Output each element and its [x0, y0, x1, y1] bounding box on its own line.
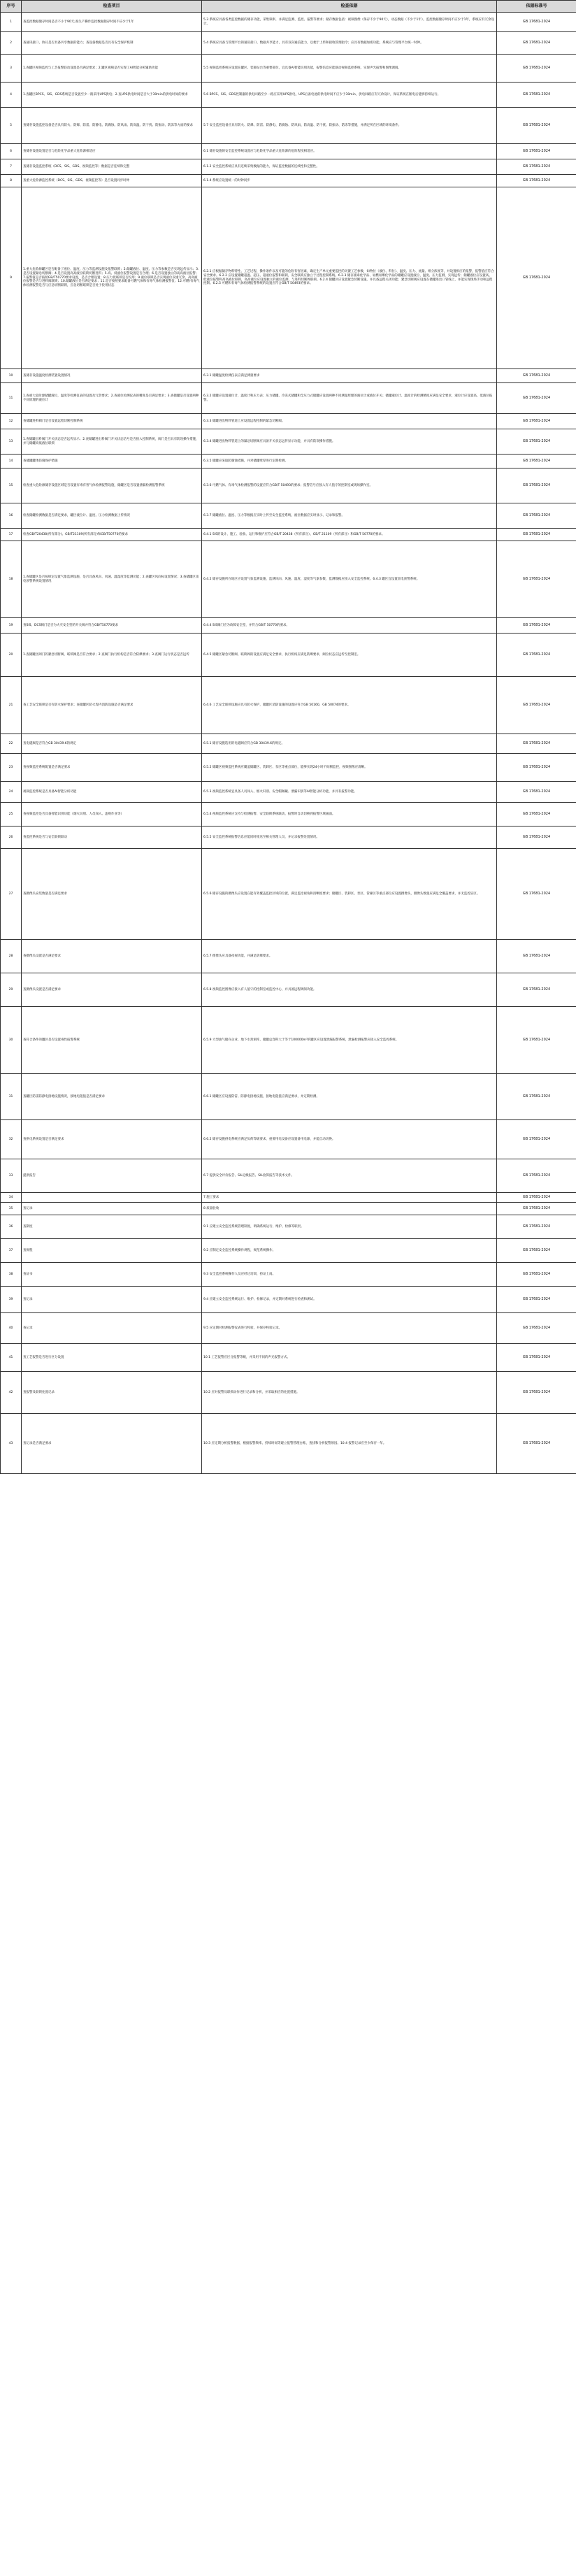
row-basis: 6.5.7 摄像头应具备夜视功能，并满足防爆要求。	[202, 940, 497, 973]
row-basis: 6.4.2 储存设施所在地区应设置气象监测设施，监测风向、风速、温度、湿度等气象参数，监测数据应接入安全监控系统。6.4.3 罐区宜设置雷电预警系统。	[202, 541, 497, 618]
row-standard: GB 17681-2024	[497, 187, 576, 369]
row-standard: GB 17681-2024	[497, 1239, 576, 1263]
row-no: 38	[1, 1263, 22, 1287]
row-basis: 6.3.4 储罐进出物料管道上的紧急切断阀应具备开关状态远传显示功能，并具有防误操作措施。	[202, 429, 497, 455]
row-standard: GB 17681-2024	[497, 677, 576, 734]
table-row	[1, 13, 576, 32]
table-row	[1, 1372, 576, 1414]
row-basis: 10.2 应对报警及联锁动作进行记录和分析，并采取相应的处置措施。	[202, 1372, 497, 1414]
row-item: 1.查储罐区阀门的紧急切断阀、联锁阀是否符合要求；2.查阀门执行机构是否符合防爆要求；3.查阀门运行状态是否远传	[22, 634, 202, 677]
row-item: 查电磁阀是否符合GB 30439.6的规定	[22, 734, 202, 754]
header-standard: 依据标准号	[497, 1, 576, 13]
row-item: 提供报告	[22, 1159, 202, 1193]
table-row	[1, 1120, 576, 1159]
row-standard: GB 17681-2024	[497, 175, 576, 187]
row-basis: 6.4.6 工艺安全联锁设施应具有防火保护，储罐区消防设施的设置应符合GB 50160、GB 50074的要求。	[202, 677, 497, 734]
row-item: 查重大危险源监控系统（DCS、SIS、GDS、视频监控等）是否设置同步时钟	[22, 175, 202, 187]
table-row	[1, 529, 576, 541]
row-item: 查规程	[22, 1239, 202, 1263]
table-row	[1, 383, 576, 414]
row-basis: 6.2.1 应根据储存物料特性、工艺过程、操作条件以及可能的危险有害因素，确定生产单元重要监控的关键工艺参数，如物位（液位、料位）、温度、压力、流量、组分浓度等，并设置相应的报警，报警值应符合安全要求。6.2.2 应设置储罐超温、超压、超液位报警和联锁，安全联锁应独立于过程控制系统。6.2.3 储存剧毒化学品、易燃易爆化学品的储罐应设置液位、温度、压力监测，实现远传；储罐液位应设置高、低液位报警和高高液位联锁，高高液位应设置独立的液位监测，与进料切断阀联锁。6.2.4 储罐区应设置紧急切断设施，并具备远程关闭功能；紧急切断阀应设置在储罐进出口管线上，并能实现现场手动和远程控制。6.2.5 可燃和有毒气体检测报警系统的设置应符合GB/T 50493的要求。	[202, 187, 497, 369]
row-no: 34	[1, 1193, 22, 1203]
table-row	[1, 429, 576, 455]
row-item: 查SIS、DCS阀门是否为火灾安全型的开关阀并符合GB/T50770要求	[22, 618, 202, 634]
table-row	[1, 1263, 576, 1287]
row-standard: GB 17681-2024	[497, 754, 576, 782]
row-basis: 5.4 系统应具备与管理平台的通讯接口、数据共享能力，具有双向通信能力，以便于上传和接收管理指令；应具有数据加密功能，系统应与管理平台统一时钟。	[202, 32, 497, 55]
row-no: 18	[1, 541, 22, 618]
table-row	[1, 754, 576, 782]
row-basis: 9.3 安全监控系统操作人员应经过培训，持证上岗。	[202, 1263, 497, 1287]
row-basis: 6.5.3 视频监控系统宜具备人员闯入、烟火识别、安全帽佩戴、泄漏识别等AI智能分析功能，并具有报警功能。	[202, 782, 497, 803]
row-no: 1	[1, 13, 22, 32]
row-item: 查储罐进料阀门是否设置远程切断控制系统	[22, 414, 202, 429]
row-basis: 5.7 安全监控设备应具有防火、防爆、防雷、防静电、防腐蚀、防风雨、防高温、防干扰、防振动、防冻等措施，并满足所在区域的环境条件。	[202, 108, 497, 144]
row-no: 33	[1, 1159, 22, 1193]
row-standard: GB 17681-2024	[497, 1344, 576, 1372]
table-row	[1, 108, 576, 144]
row-item: 检查GB/T20438(所有部分)、GB/T21109(所有部分)和GB/T50770的要求	[22, 529, 202, 541]
row-no: 19	[1, 618, 22, 634]
row-standard: GB 17681-2024	[497, 503, 576, 529]
row-no: 28	[1, 940, 22, 973]
row-standard: GB 17681-2024	[497, 468, 576, 503]
row-basis: 6.1.2 安全监控系统应具有连续采集数据的能力，保证监控数据的连续性和完整性。	[202, 159, 497, 175]
row-standard: GB 17681-2024	[497, 32, 576, 55]
row-no: 26	[1, 827, 22, 849]
row-item: 检查储罐检测数据是否满足要求，罐区液位计、温度、压力检测数据上传情况	[22, 503, 202, 529]
row-standard: GB 17681-2024	[497, 455, 576, 468]
table-row	[1, 1203, 576, 1215]
table-row	[1, 734, 576, 754]
table-row	[1, 159, 576, 175]
row-no: 8	[1, 175, 22, 187]
row-standard: GB 17681-2024	[497, 1007, 576, 1074]
row-basis: 6.5.1 储存设施选用的电磁阀应符合GB 30439.6的规定。	[202, 734, 497, 754]
row-basis: 6.3.5 储罐应采取防腐蚀措施，并对储罐壁厚进行定期检测。	[202, 455, 497, 468]
table-row	[1, 1344, 576, 1372]
table-row	[1, 455, 576, 468]
row-item: 查储存设施设置是否与危险化学品重大危险源相适应	[22, 144, 202, 159]
row-item: 查工艺报警是否进行区分设置	[22, 1344, 202, 1372]
row-standard: GB 17681-2024	[497, 414, 576, 429]
row-item: 查摄像头设置是否满足要求	[22, 940, 202, 973]
row-no: 36	[1, 1215, 22, 1239]
table-row	[1, 634, 576, 677]
row-standard: GB 17681-2024	[497, 369, 576, 383]
row-item: 查视频监控系统配置是否满足要求	[22, 754, 202, 782]
row-basis: 6.3.2 储罐应设置液位计，温度计和压力表；压力储罐、冷冻式储罐和全压力式储罐应设置两种不同测量原理的液位计或液位开关；储罐液位计、温度计的检测精度应满足安全要求，液位计应设置高、低液位报警。	[202, 383, 497, 414]
row-basis: 5.5 视频监控系统应设置在罐区、装卸站台等重要部位，宜具备AI智能识别功能，报警信息应能联动视频监控系统，实现声光报警和图像调阅。	[202, 55, 497, 83]
row-basis: 6.1.4 系统应设置统一的时钟同步	[202, 175, 497, 187]
row-basis: 6.5.6 储存设施的摄像头应设置在能有效覆盖监控区域的位置，满足监控视角和清晰度要求；储罐区、装卸区、泵区、管廊区等重点部位应设置摄像头，摄像头数量应满足全覆盖要求，并无监控盲区。	[202, 849, 497, 940]
row-standard: GB 17681-2024	[497, 1313, 576, 1344]
table-row	[1, 618, 576, 634]
header-basis: 检查依据	[202, 1, 497, 13]
table-row	[1, 1193, 576, 1203]
row-item: 查通讯接口，协议是否具备共享数据的能力；查设备数据是否具有安全保护机制	[22, 32, 202, 55]
row-standard: GB 17681-2024	[497, 734, 576, 754]
row-item: 1.查罐区BPCS、SIS、GDS系统是否设置至少一路采用UPS供电；2.查UPS供电时间是否大于30min的供电时间的要求	[22, 83, 202, 108]
row-standard: GB 17681-2024	[497, 541, 576, 618]
row-basis: 10.3 应定期分析报警数据，根据报警频率、持续时间等建立报警管理台账，查找和分析报警原因。10.4 报警记录应至少保存一年。	[202, 1414, 497, 1474]
row-basis: 9.5 应定期对检测报警仪表进行校验，并保存校验记录。	[202, 1313, 497, 1344]
row-no: 42	[1, 1372, 22, 1414]
row-no: 12	[1, 414, 22, 429]
row-standard: GB 17681-2024	[497, 782, 576, 803]
row-standard: GB 17681-2024	[497, 1159, 576, 1193]
row-no: 35	[1, 1203, 22, 1215]
row-basis: 6.7 提供安全评价报告、SIL定级报告、SIL验算报告等技术文件。	[202, 1159, 497, 1193]
table-row	[1, 1007, 576, 1074]
table-row	[1, 1414, 576, 1474]
row-item: 1.查储罐区是否按规定设置气象监测设施，是否具备风向、风速、温湿度等监测功能；2.查罐区风向标设置情况；3.查储罐区雷电预警系统设置情况	[22, 541, 202, 618]
row-item: 查记录	[22, 1313, 202, 1344]
row-basis: 6.5.4 视频监控系统应支持与检测报警、安全联锁系统联动，报警时自动切换到报警区域画面。	[202, 803, 497, 827]
row-no: 14	[1, 455, 22, 468]
row-standard: GB 17681-2024	[497, 1287, 576, 1313]
row-item: 查储存设施监控设备是否具有防火、防爆、防雷、防静电、防腐蚀、防风雨、防高温、防干扰、防振动、防冻等方面的要求	[22, 108, 202, 144]
row-item: 查工艺安全联锁是否有防火保护要求；查储罐区防火堤内消防设施是否满足要求	[22, 677, 202, 734]
row-standard: GB 17681-2024	[497, 618, 576, 634]
table-row	[1, 803, 576, 827]
row-no: 2	[1, 32, 22, 55]
table-row	[1, 468, 576, 503]
row-basis: 6.5.2 储罐区视频监控系统应覆盖储罐区、装卸区、泵区等重点部位，能够实现24小时不间断监控，视频图像应清晰。	[202, 754, 497, 782]
row-item: 查储罐罐体防腐保护措施	[22, 455, 202, 468]
row-basis: 5.3 系统应具备各类监控数据的储存功能，采集频率，并满足监测、监控、报警等要求；储存数据包括：视频图像（保存不少于90天），动态数据（不少于1年）。监控数据储存时间不应少于1年，系统应有冗余设计。	[202, 13, 497, 32]
row-standard: GB 17681-2024	[497, 1215, 576, 1239]
row-standard: GB 17681-2024	[497, 849, 576, 940]
row-item: 查监控数据储存时间是否不小于90天;查生产操作监控数据储存时间不应少于1年	[22, 13, 202, 32]
row-standard: GB 17681-2024	[497, 1263, 576, 1287]
row-no: 43	[1, 1414, 22, 1474]
row-no: 15	[1, 468, 22, 503]
row-standard: GB 17681-2024	[497, 108, 576, 144]
row-standard: GB 17681-2024	[497, 973, 576, 1007]
row-standard: GB 17681-2024	[497, 383, 576, 414]
row-basis: 10.1 工艺报警应区分报警等级，并采用不同的声光报警方式。	[202, 1344, 497, 1372]
row-standard: GB 17681-2024	[497, 1372, 576, 1414]
header-item: 检查项目	[22, 1, 202, 13]
header-no: 序号	[1, 1, 22, 13]
row-item: 查报警及联锁处置记录	[22, 1372, 202, 1414]
row-no: 4	[1, 83, 22, 108]
row-standard: GB 17681-2024	[497, 529, 576, 541]
row-basis: 6.4.1 SIS的设计、施工、验收、运行和维护应符合GB/T 20438（所有部分）、GB/T 21109（所有部分）和GB/T 50770的要求。	[202, 529, 497, 541]
row-no: 23	[1, 754, 22, 782]
table-row	[1, 414, 576, 429]
row-basis: 6.5.9 大型油气储存企业、地下水封洞库、储罐总容积大于等于100000m³的罐区应设置泄漏报警系统，泄漏检测报警应接入安全监控系统。	[202, 1007, 497, 1074]
table-row	[1, 782, 576, 803]
row-item: 1.查罐区视频监控与工艺报警联动设置是否满足要求；2.罐区视频是否实现了AI智能分析辅助功能	[22, 55, 202, 83]
row-basis: 5.6 BPCS、SIS、GDS控制器的供电回路至少一路应采用UPS供电，UPS后备电池的供电时间不应少于30min，供电回路应有冗余设计，保证系统在断电后能够持续运行。	[202, 83, 497, 108]
row-item: 查摄像头设置是否满足要求	[22, 973, 202, 1007]
row-item: 查罐区防雷防静电接地设施情况，接地电阻值是否满足要求	[22, 1074, 202, 1120]
row-item: 查摄像头安装数量是否满足要求	[22, 849, 202, 940]
table-row	[1, 1159, 576, 1193]
row-no: 30	[1, 1007, 22, 1074]
row-no: 39	[1, 1287, 22, 1313]
row-no: 25	[1, 803, 22, 827]
row-basis: 6.3.1 储罐温度检测仪表应满足测量要求	[202, 369, 497, 383]
row-item: 查记录	[22, 1203, 202, 1215]
table-row	[1, 940, 576, 973]
table-header-row	[1, 1, 576, 13]
row-item: 查供电系统设置是否满足要求	[22, 1120, 202, 1159]
table-row	[1, 187, 576, 369]
row-item: 检查重大危险源储存设施区域是否设置有毒有害气体检测报警设施，储罐区是否设置泄漏检测报警系统	[22, 468, 202, 503]
table-row	[1, 175, 576, 187]
row-no: 9	[1, 187, 22, 369]
table-row	[1, 541, 576, 618]
row-standard: GB 17681-2024	[497, 827, 576, 849]
row-item: 1.重大危险源罐区是否配备了液位、温度、压力等监测设施及报警联锁；2.储罐液位、温度、压力等参数是否实现远传显示；3.是否设置紧急切断阀；4.是否设置高高液位联锁切断进料；5.高、低液位报警设置是否合理；6.是否设置独立的高高液位报警；7.报警值是否按照GB/T50770要求设置，是否合理设置；8.压力低联锁是否投用；9.液位联锁是否实现液位双重冗余，高高液位报警是否与进料阀联锁；10.储罐液位是否满足要求；11.是否按照要求配备可燃气体和有毒气体检测报警仪；12.可燃/有毒气体检测报警是否与应急切断联锁，应急切断联锁是否处于投用状态	[22, 187, 202, 369]
row-basis: 6.6.2 储存设施供电系统应满足负荷等级要求，重要用电设备应设置备用电源，并能自动切换。	[202, 1120, 497, 1159]
row-standard: GB 17681-2024	[497, 1074, 576, 1120]
row-standard: GB 17681-2024	[497, 13, 576, 32]
row-no: 32	[1, 1120, 22, 1159]
row-no: 41	[1, 1344, 22, 1372]
row-item: 查储存设施温度检测装置设置情况	[22, 369, 202, 383]
table-row	[1, 144, 576, 159]
row-standard: GB 17681-2024	[497, 803, 576, 827]
row-no: 6	[1, 144, 22, 159]
row-item: 查制度	[22, 1215, 202, 1239]
row-basis: 6.4.4 SIS阀门应为故障安全型，并符合GB/T 50770的要求。	[202, 618, 497, 634]
row-item: 查监控系统是否与安全联锁联动	[22, 827, 202, 849]
row-basis: 9.2 应制定安全监控系统操作规程，规范系统操作。	[202, 1239, 497, 1263]
row-no: 11	[1, 383, 22, 414]
table-row	[1, 1287, 576, 1313]
row-no: 29	[1, 973, 22, 1007]
row-no: 22	[1, 734, 22, 754]
table-row	[1, 677, 576, 734]
row-item: 查记录	[22, 1287, 202, 1313]
row-no: 37	[1, 1239, 22, 1263]
row-standard: GB 17681-2024	[497, 55, 576, 83]
row-standard: GB 17681-2024	[497, 634, 576, 677]
row-basis: 7 施工要求	[202, 1193, 497, 1203]
row-item: 视频监控系统是否具备AI智能分析功能	[22, 782, 202, 803]
row-no: 21	[1, 677, 22, 734]
table-row	[1, 55, 576, 83]
row-standard: GB 17681-2024	[497, 1203, 576, 1215]
row-item: 查储存设施监控系统（DCS、SIS、GDS、视频监控等）数据是否连续和完整	[22, 159, 202, 175]
row-item: 查视频监控是否具备智能识别功能（烟火识别、人员闯入、违规作业等）	[22, 803, 202, 827]
table-row	[1, 1215, 576, 1239]
row-no: 40	[1, 1313, 22, 1344]
row-standard: GB 17681-2024	[497, 940, 576, 973]
row-basis: 6.3.3 储罐进出物料管道上应设置远程控制的紧急切断阀。	[202, 414, 497, 429]
row-standard: GB 17681-2024	[497, 1120, 576, 1159]
row-item: 查符合条件的罐区是否设置毒性报警系统	[22, 1007, 202, 1074]
row-basis: 9.1 应建立安全监控系统管理制度，明确系统运行、维护、检修等职责。	[202, 1215, 497, 1239]
row-no: 7	[1, 159, 22, 175]
row-no: 3	[1, 55, 22, 83]
row-basis: 6.3.6 可燃气体、有毒气体检测报警的设置应符合GB/T 50493的要求；报警信号应接入有人值守的控制室或现场操作室。	[202, 468, 497, 503]
row-basis: 6.1 储存设施的安全监控系统设置应与危险化学品重大危险源的危险程度相适应。	[202, 144, 497, 159]
table-row	[1, 849, 576, 940]
row-item: 1.查储罐出料阀门开关状态是否远传显示；2.查储罐进出料阀门开关状态信号是否接入控制系统，阀门是否具有防误操作措施，并与储罐高低液位联锁	[22, 429, 202, 455]
row-standard: GB 17681-2024	[497, 83, 576, 108]
table-row	[1, 1074, 576, 1120]
row-basis: 6.3.7 储罐液位、温度、压力等数据应实时上传至安全监控系统，液位数据应实时显示、记录和报警。	[202, 503, 497, 529]
row-basis: 6.4.5 储罐区紧急切断阀、联锁阀的设置应满足安全要求，执行机构应满足防爆要求，阀位状态应远传至控制室。	[202, 634, 497, 677]
table-row	[1, 32, 576, 55]
table-row	[1, 973, 576, 1007]
row-item: 1.查重大危险源储罐液位，温度等检测仪表的设置及冗余要求；2.查液位检测仪表的精度是否满足要求；3.查储罐是否设置两种不同原理的液位计	[22, 383, 202, 414]
row-no: 13	[1, 429, 22, 455]
row-standard: GB 17681-2024	[497, 1193, 576, 1203]
table-row	[1, 1313, 576, 1344]
row-no: 16	[1, 503, 22, 529]
row-basis: 8 质量验收	[202, 1203, 497, 1215]
row-no: 24	[1, 782, 22, 803]
row-basis: 9.4 应建立安全监控系统运行、维护、检修记录，并定期对系统进行检查和测试。	[202, 1287, 497, 1313]
row-item: 查记录是否满足要求	[22, 1414, 202, 1474]
row-no: 17	[1, 529, 22, 541]
row-no: 31	[1, 1074, 22, 1120]
row-basis: 6.6.1 储罐区应设置防雷、防静电接地设施，接地电阻值应满足要求，并定期检测。	[202, 1074, 497, 1120]
table-row	[1, 369, 576, 383]
row-standard: GB 17681-2024	[497, 429, 576, 455]
row-basis: 6.5.8 视频监控图像应接入有人值守的控制室或监控中心，并具备远程调阅功能。	[202, 973, 497, 1007]
table-row	[1, 83, 576, 108]
table-row	[1, 827, 576, 849]
table-row	[1, 503, 576, 529]
row-item	[22, 1193, 202, 1203]
row-no: 20	[1, 634, 22, 677]
row-no: 5	[1, 108, 22, 144]
row-no: 27	[1, 849, 22, 940]
row-basis: 6.5.5 安全监控系统报警信息应能同时推送至相关管理人员，并记录报警处置情况。	[202, 827, 497, 849]
row-standard: GB 17681-2024	[497, 159, 576, 175]
row-no: 10	[1, 369, 22, 383]
table-row	[1, 1239, 576, 1263]
row-standard: GB 17681-2024	[497, 144, 576, 159]
row-item: 查证书	[22, 1263, 202, 1287]
row-standard: GB 17681-2024	[497, 1414, 576, 1474]
